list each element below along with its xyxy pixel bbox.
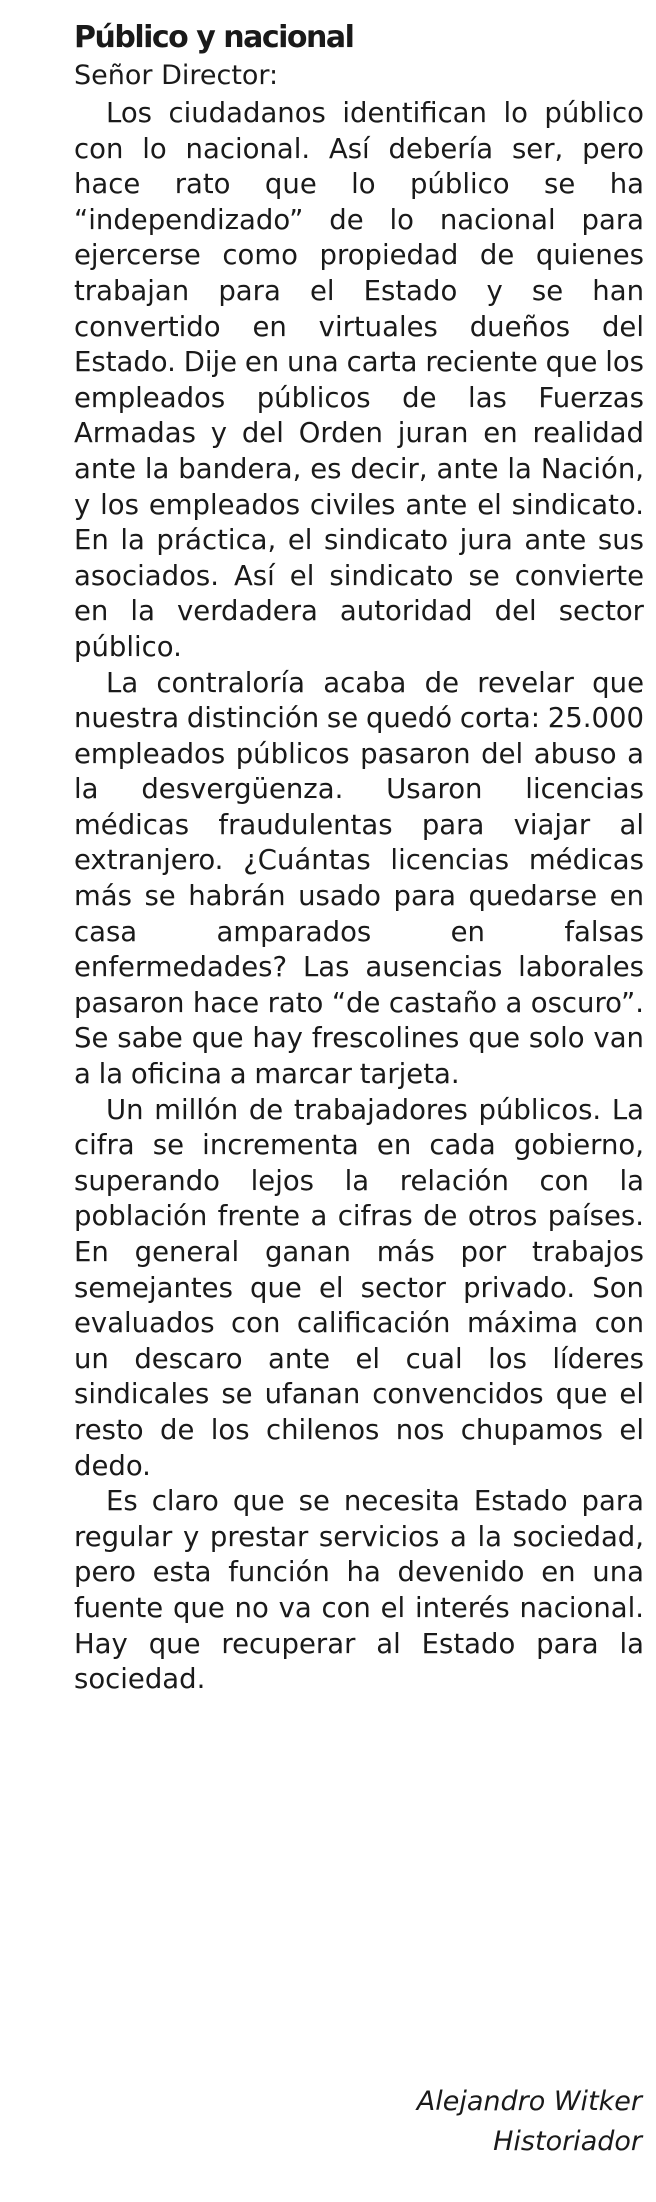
- paragraph: La contraloría acaba de revelar que nuestra distinción se quedó corta: 25.000 empleados públicos pasaron del abuso a la desvergüenza. Usaron licencias médicas fraudulentas para viajar al extranjero. ¿Cuántas licencias médicas más se habrán usado para quedarse en casa amparados en falsas enfermedades? Las ausencias laborales pasaron hace rato “de castaño a oscuro”. Se sabe que hay frescolines que solo van a la oficina a marcar tarjeta.: [74, 666, 644, 1091]
- paragraph: Un millón de trabajadores públicos. La cifra se incrementa en cada gobierno, superando lejos la relación con la población frente a cifras de otros países. En general ganan más por trabajos semejantes que el sector privado. Son evaluados con calificación máxima con un descaro ante el cual los líderes sindicales se ufanan convencidos que el resto de los chilenos nos chupamos el dedo.: [74, 1093, 644, 1482]
- paragraph: Los ciudadanos identifican lo público con lo nacional. Así debería ser, pero hace rato que lo público se ha “independizado” de lo nacional para ejercerse como propiedad de quienes trabajan para el Estado y se han convertido en virtuales dueños del Estado. Dije en una carta reciente que los empleados públicos de las Fuerzas Armadas y del Orden juran en realidad ante la bandera, es decir, ante la Nación, y los empleados civiles ante el sindicato. En la práctica, el sindicato jura ante sus asociados. Así el sindicato se convierte en la verdadera autoridad del sector público.: [74, 97, 644, 663]
- author-title: Historiador: [493, 2126, 642, 2157]
- salutation: Señor Director:: [74, 60, 279, 91]
- paragraph: Es claro que se necesita Estado para regular y prestar servicios a la sociedad, pero esta función ha devenido en una fuente que no va con el interés nacional. Hay que recuperar al Estado para la sociedad.: [74, 1485, 644, 1696]
- letter-title: Público y nacional: [74, 20, 354, 55]
- author-name: Alejandro Witker: [416, 2086, 642, 2117]
- letter: [74, 18, 644, 1698]
- signature: [417, 2082, 642, 2162]
- letter-body: [74, 96, 644, 1698]
